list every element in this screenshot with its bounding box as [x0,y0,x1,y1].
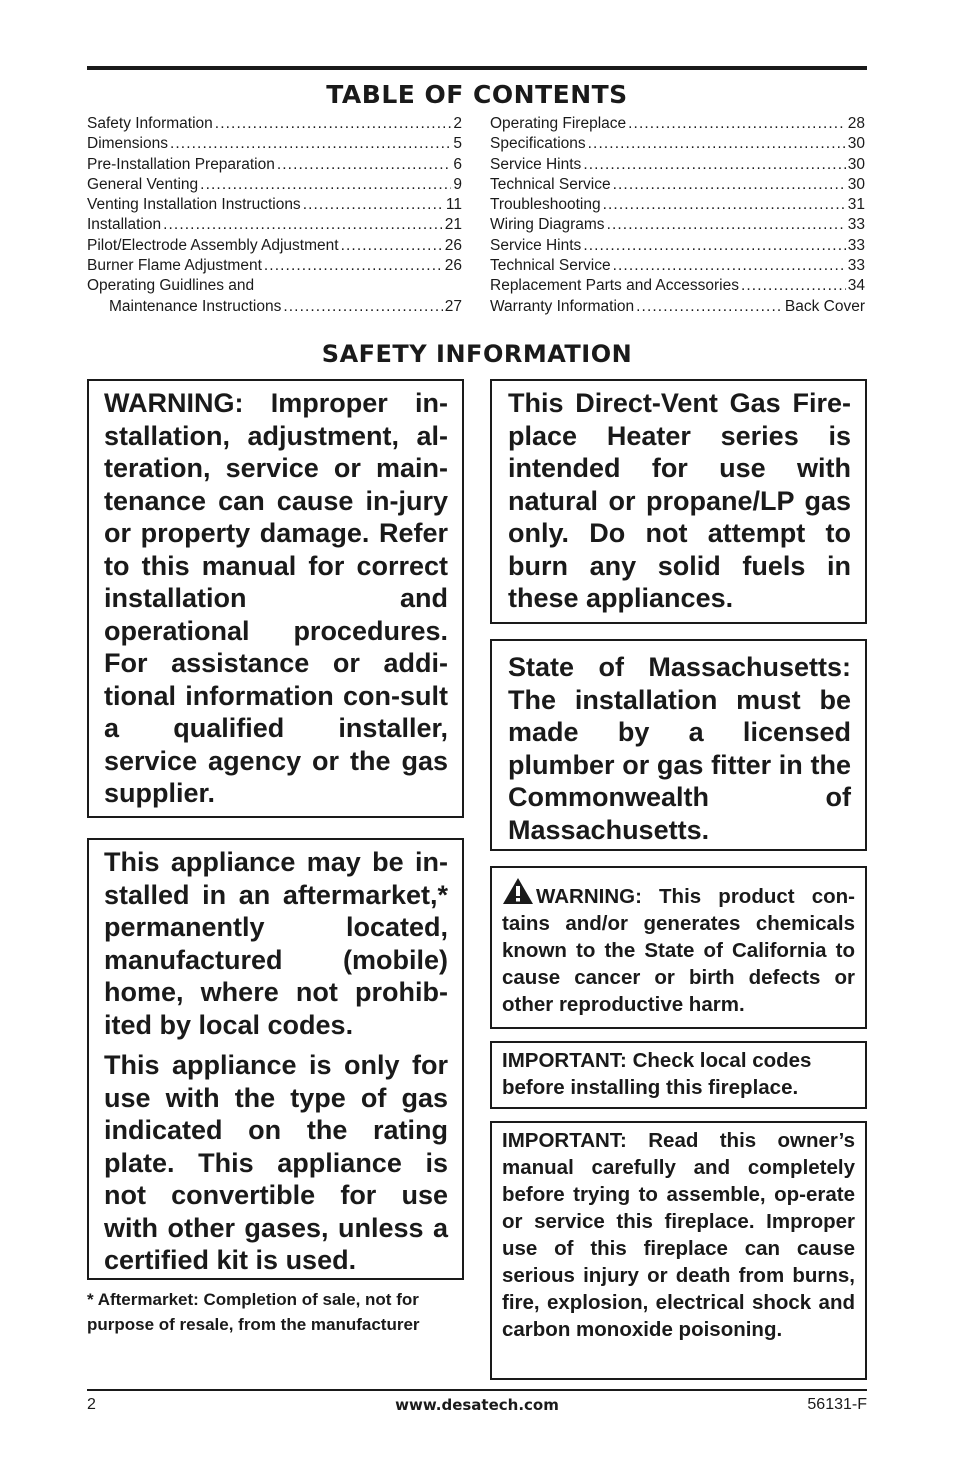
toc-entry-label: Wiring Diagrams [490,216,605,234]
website-link[interactable]: www.desatech.com [395,1396,559,1414]
toc-entry [87,236,462,256]
toc-entry-page: Back Cover [784,297,865,315]
toc-entry [87,215,462,235]
toc-entry [87,114,462,134]
aftermarket-footnote: * Aftermarket: Completion of sale, not for purpose of resale, from the manufacturer [87,1290,420,1334]
toc-entry [87,195,462,215]
toc-entry-page: 30 [847,175,865,193]
toc-entry [87,134,462,154]
toc-entry-label: Service Hints [490,155,582,173]
direct-vent-text: This Direct-Vent Gas Fire-place Heater series is intended for use with natural or propane/LP gas only. Do not attempt to burn any solid fuels in these appliances. [508,388,851,613]
gas-type-text: This appliance is only for use with the type of gas indicated on the rating plate. This appliance is not convertible for use with other gases, unless a certified kit is used. [104,1050,448,1275]
toc-entry [490,134,865,154]
toc-right-column [490,114,865,317]
local-codes-notice-box [490,1041,867,1109]
toc-entry-page: 28 [847,115,865,132]
toc-entry-page: 33 [847,216,865,234]
toc-entry-page: 30 [847,155,865,173]
page-number: 2 [87,1396,96,1413]
toc-entry-page: 33 [847,236,865,254]
read-manual-text: IMPORTANT: Read this owner’s manual carefully and completely before trying to assemble, op-erate or service this fireplace. Improper use of this fireplace can cause serious injury or death from burns, fire, explosion, electrical shock and carbon monoxide poisoning. [502,1129,855,1341]
prop65-warning-box [490,866,867,1029]
warning-triangle-icon [502,877,534,905]
toc-entry-label: General Venting [87,175,199,193]
bottom-rule [87,1389,867,1391]
toc-entry-label: Venting Installation Instructions [87,196,301,214]
toc-entry [87,175,462,195]
massachusetts-notice-box [490,639,867,851]
document-number: 56131-F [807,1396,867,1413]
toc-entry [87,276,462,296]
toc-entry-page: 2 [453,115,462,132]
toc-title: TABLE OF CONTENTS [326,80,628,109]
massachusetts-text: State of Massachusetts: The installation must be made by a licensed plumber or gas fitter in the Commonwealth of Massachusetts. [508,652,851,845]
mobile-home-notice-box [87,838,464,1280]
top-rule [87,66,867,70]
direct-vent-notice-box [490,379,867,624]
toc-entry-page: 31 [847,196,865,214]
toc-entry [87,297,462,317]
improper-installation-warning-box [87,379,464,818]
toc-entry [490,297,865,317]
toc-entry [490,155,865,175]
toc-entry-label: Safety Information [87,115,213,132]
toc-entry-label: Troubleshooting [490,196,601,214]
toc-entry-label: Maintenance Instructions [109,297,282,315]
toc-entry-page: 33 [847,257,865,275]
toc-entry-page: 27 [444,297,462,315]
toc-entry-page: 21 [444,216,462,234]
toc-entry [87,155,462,175]
mobile-home-text: This appliance may be in-stalled in an aftermarket,* permanently located, manufactured (mobile) home, where not prohib-ited by local codes. [104,847,448,1040]
toc-left-column [87,114,462,317]
read-manual-notice-box [490,1121,867,1380]
toc-entry-label: Pilot/Electrode Assembly Adjustment [87,236,339,254]
prop65-text: WARNING: This product con-tains and/or generates chemicals known to the State of California to cause cancer or birth defects or other reproductive harm. [502,885,855,1016]
toc-entry-label: Specifications [490,135,586,153]
toc-entry-page: 11 [445,196,462,214]
toc-entry-label: Technical Service [490,257,611,275]
toc-entry-label: Replacement Parts and Accessories [490,277,739,295]
toc-entry-label: Operating Fireplace [490,115,627,132]
toc-entry-page: 30 [847,135,865,153]
local-codes-text: IMPORTANT: Check local codes before installing this fireplace. [502,1049,812,1099]
toc-entry-page: 6 [453,155,462,173]
toc-entry [490,175,865,195]
toc-entry-page: 5 [453,135,462,153]
toc-entry [490,114,865,134]
warning-text: WARNING: Improper in-stallation, adjustment, al-teration, service or main-tenance can cause in-jury or property damage. Refer to this manual for correct installation and operational procedures. For assistance or addi-tional information con-sult a qualified installer, service agency or the gas supplier. [104,388,448,808]
toc-entry [490,256,865,276]
toc-entry-label: Burner Flame Adjustment [87,257,262,275]
safety-section-title: SAFETY INFORMATION [321,340,633,368]
toc-entry-label: Operating Guidlines and [87,277,255,295]
toc-entry [87,256,462,276]
toc-entry-page: 26 [444,236,462,254]
toc-entry-label: Technical Service [490,175,611,193]
toc-entry-page: 9 [453,175,462,193]
toc-entry-label: Pre-Installation Preparation [87,155,275,173]
toc-entry [490,236,865,256]
toc-entry-label: Dimensions [87,135,168,153]
toc-entry [490,195,865,215]
toc-entry [490,276,865,296]
toc-entry-page: 34 [847,277,865,295]
toc-entry-page: 26 [444,257,462,275]
toc-entry-label: Warranty Information [490,297,635,315]
toc-entry [490,215,865,235]
toc-entry-label: Service Hints [490,236,582,254]
toc-entry-label: Installation [87,216,162,234]
